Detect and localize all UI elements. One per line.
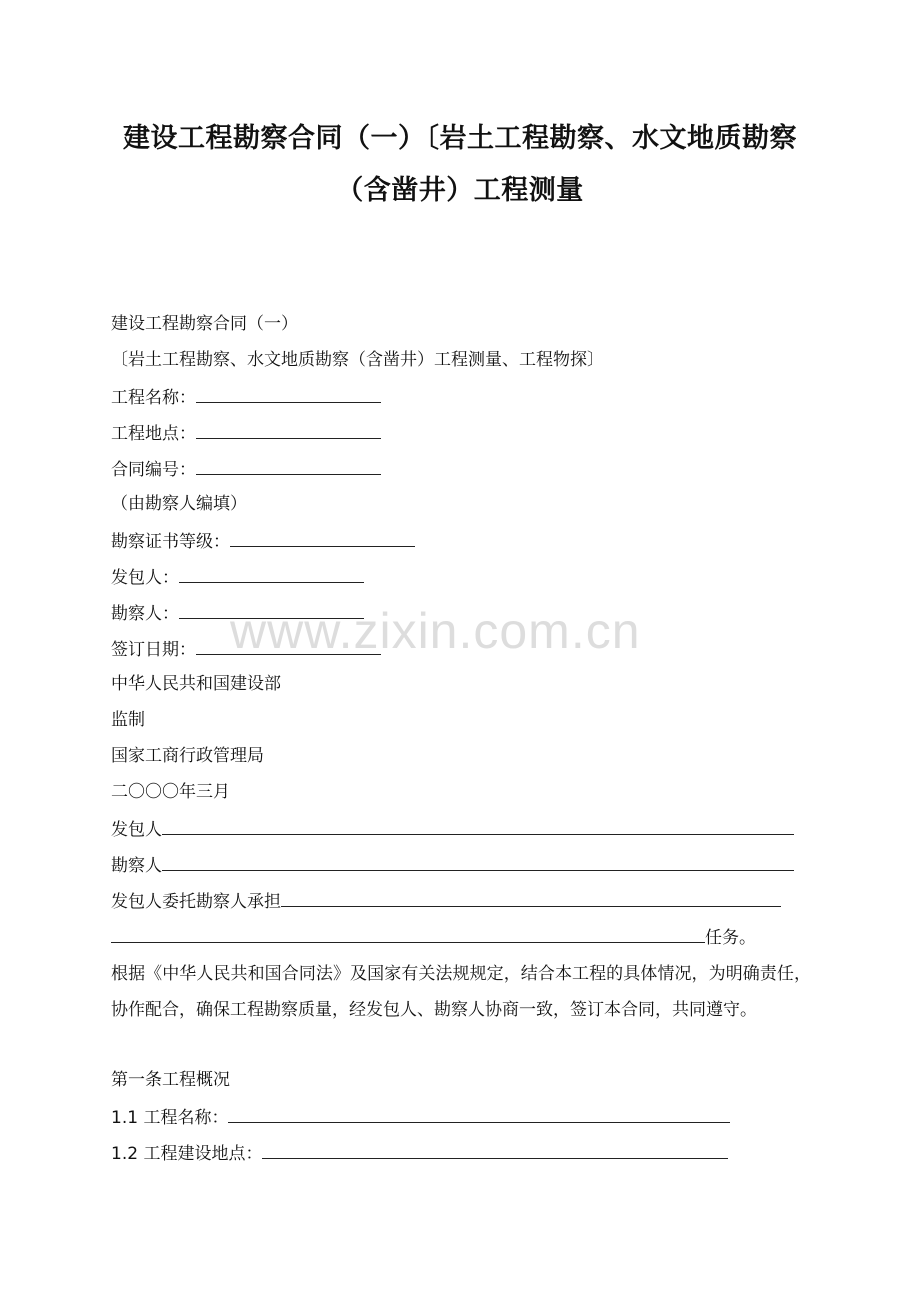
supervise-text: 监制: [111, 710, 145, 730]
contract-no-label: 合同编号：: [111, 460, 196, 480]
contract-heading: 建设工程勘察合同（一）: [111, 314, 298, 334]
task-suffix: 任务。: [705, 928, 756, 948]
cert-grade-blank: [230, 528, 415, 547]
task-blank: [111, 924, 705, 943]
employer-line-row: [111, 816, 794, 842]
item-1-2-label: 1.2 工程建设地点：: [111, 1144, 263, 1164]
project-name-blank: [196, 384, 381, 403]
article1-title: 第一条工程概况: [111, 1070, 230, 1090]
surveyor-line-blank: [162, 852, 794, 871]
contract-no-blank: [196, 456, 381, 475]
signing-date-blank: [196, 636, 381, 655]
item-1-2-row: [111, 1140, 728, 1166]
compiled-by-note: （由勘察人编填）: [111, 494, 247, 514]
project-location-blank: [196, 420, 381, 439]
issue-date: 二〇〇〇年三月: [111, 782, 230, 802]
preamble-paragraph: 根据《中华人民共和国合同法》及国家有关法规规定，结合本工程的具体情况，为明确责任，协作配合，确保工程勘察质量，经发包人、勘察人协商一致，签订本合同，共同遵守。: [111, 964, 811, 1020]
surveyor-blank: [179, 600, 364, 619]
contract-no-row: [111, 456, 381, 482]
project-location-row: [111, 420, 381, 446]
signing-date-row: [111, 636, 381, 662]
project-name-label: 工程名称：: [111, 388, 196, 408]
surveyor-label: 勘察人：: [111, 604, 179, 624]
watermark: www.zixin.com.cn: [230, 603, 641, 659]
employer-row: [111, 564, 364, 590]
signing-date-label: 签订日期：: [111, 640, 196, 660]
cert-grade-row: [111, 528, 415, 554]
surveyor-row: [111, 600, 364, 626]
surveyor-line-row: [111, 852, 794, 878]
cert-grade-label: 勘察证书等级：: [111, 532, 230, 552]
project-location-label: 工程地点：: [111, 424, 196, 444]
entrust-row: [111, 888, 781, 914]
entrust-blank: [281, 888, 781, 907]
employer-line-blank: [162, 816, 794, 835]
project-name-row: [111, 384, 381, 410]
employer-line-label: 发包人: [111, 820, 162, 840]
employer-blank: [179, 564, 364, 583]
document-title-line1: 建设工程勘察合同（一）〔岩土工程勘察、水文地质勘察: [123, 123, 797, 154]
item-1-1-row: [111, 1104, 730, 1130]
item-1-1-blank: [228, 1104, 730, 1123]
item-1-1-label: 1.1 工程名称：: [111, 1108, 229, 1128]
employer-label: 发包人：: [111, 568, 179, 588]
task-row: [111, 924, 756, 950]
surveyor-line-label: 勘察人: [111, 856, 162, 876]
contract-subheading: 〔岩土工程勘察、水文地质勘察（含凿井）工程测量、工程物探〕: [111, 350, 604, 370]
entrust-label: 发包人委托勘察人承担: [111, 892, 281, 912]
item-1-2-blank: [262, 1140, 728, 1159]
ministry-name: 中华人民共和国建设部: [111, 674, 281, 694]
document-title-line2: （含凿井）工程测量: [336, 175, 584, 206]
bureau-name: 国家工商行政管理局: [111, 746, 264, 766]
